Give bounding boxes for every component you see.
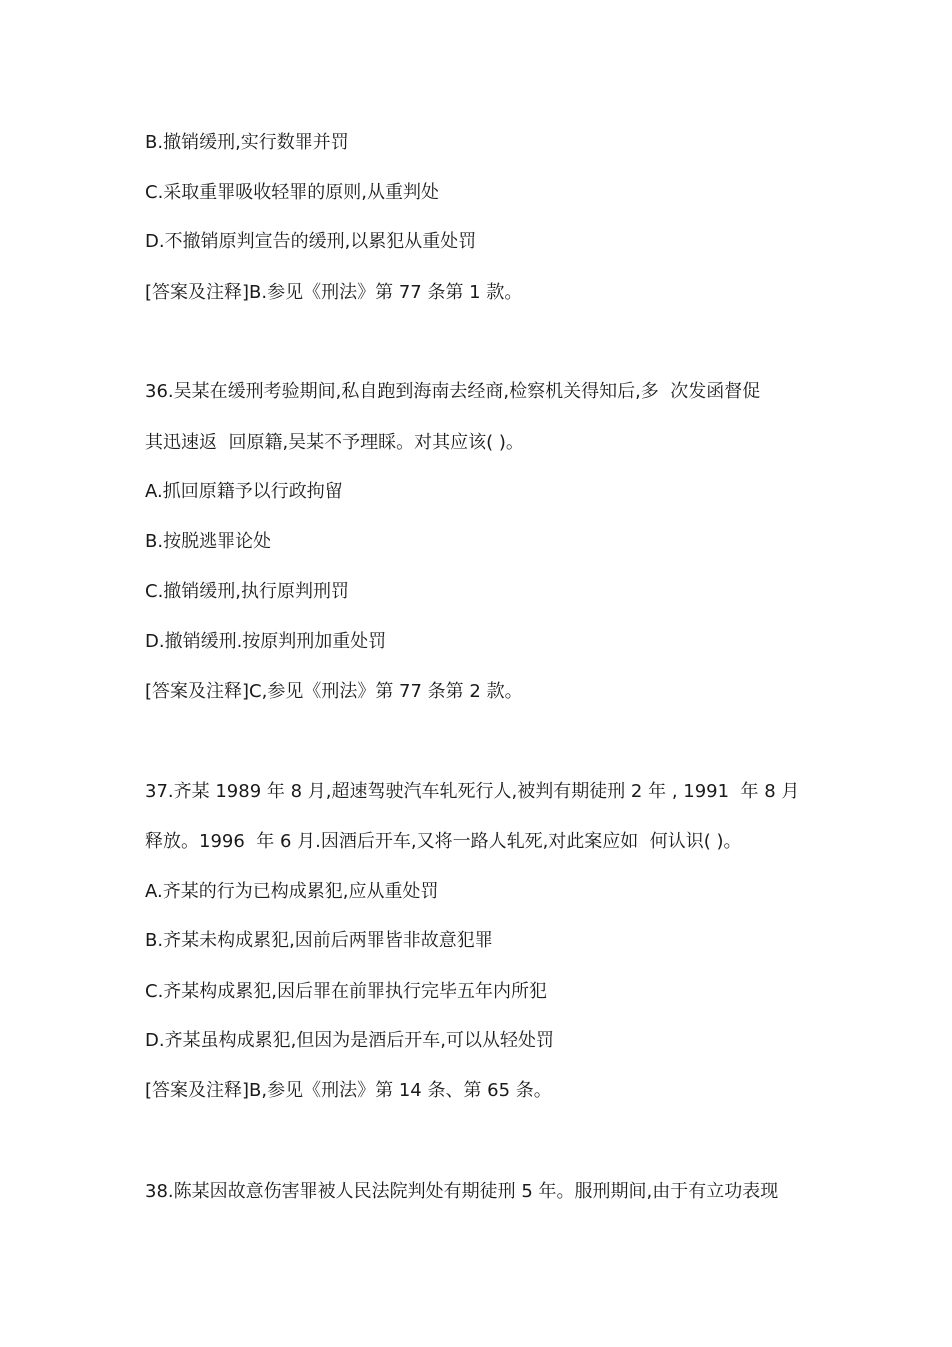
- option-d-q35: D.不撤销原判宣告的缓刑,以累犯从重处罚: [145, 231, 477, 252]
- option-c-q37: C.齐某构成累犯,因后罪在前罪执行完毕五年内所犯: [145, 981, 548, 1002]
- option-d-q37: D.齐某虽构成累犯,但因为是酒后开车,可以从轻处罚: [145, 1030, 555, 1051]
- option-b-q36: B.按脱逃罪论处: [145, 531, 272, 552]
- option-a-q36: A.抓回原籍予以行政拘留: [145, 481, 343, 502]
- option-c-q35: C.采取重罪吸收轻罪的原则,从重判处: [145, 182, 440, 203]
- question-36-line-1: 36.吴某在缓刑考验期间,私自跑到海南去经商,检察机关得知后,多 次发函督促: [145, 381, 761, 402]
- option-c-q36: C.撤销缓刑,执行原判刑罚: [145, 581, 350, 602]
- answer-q37: [答案及注释]B,参见《刑法》第 14 条、第 65 条。: [145, 1080, 552, 1101]
- option-b-q35: B.撤销缓刑,实行数罪并罚: [145, 132, 349, 153]
- question-37-line-1: 37.齐某 1989 年 8 月,超速驾驶汽车轧死行人,被判有期徒刑 2 年 , 1991 年 8 月: [145, 781, 800, 802]
- option-b-q37: B.齐某未构成累犯,因前后两罪皆非故意犯罪: [145, 930, 493, 951]
- option-a-q37: A.齐某的行为已构成累犯,应从重处罚: [145, 881, 439, 902]
- answer-q35: [答案及注释]B.参见《刑法》第 77 条第 1 款。: [145, 282, 523, 303]
- question-37-line-2: 释放。1996 年 6 月.因酒后开车,又将一路人轧死,对此案应如 何认识( )。: [145, 831, 742, 852]
- question-36-line-2: 其迅速返 回原籍,吴某不予理睬。对其应该( )。: [145, 432, 524, 453]
- answer-q36: [答案及注释]C,参见《刑法》第 77 条第 2 款。: [145, 681, 523, 702]
- option-d-q36: D.撤销缓刑.按原判刑加重处罚: [145, 631, 387, 652]
- question-38-line-1: 38.陈某因故意伤害罪被人民法院判处有期徒刑 5 年。服刑期间,由于有立功表现: [145, 1181, 779, 1202]
